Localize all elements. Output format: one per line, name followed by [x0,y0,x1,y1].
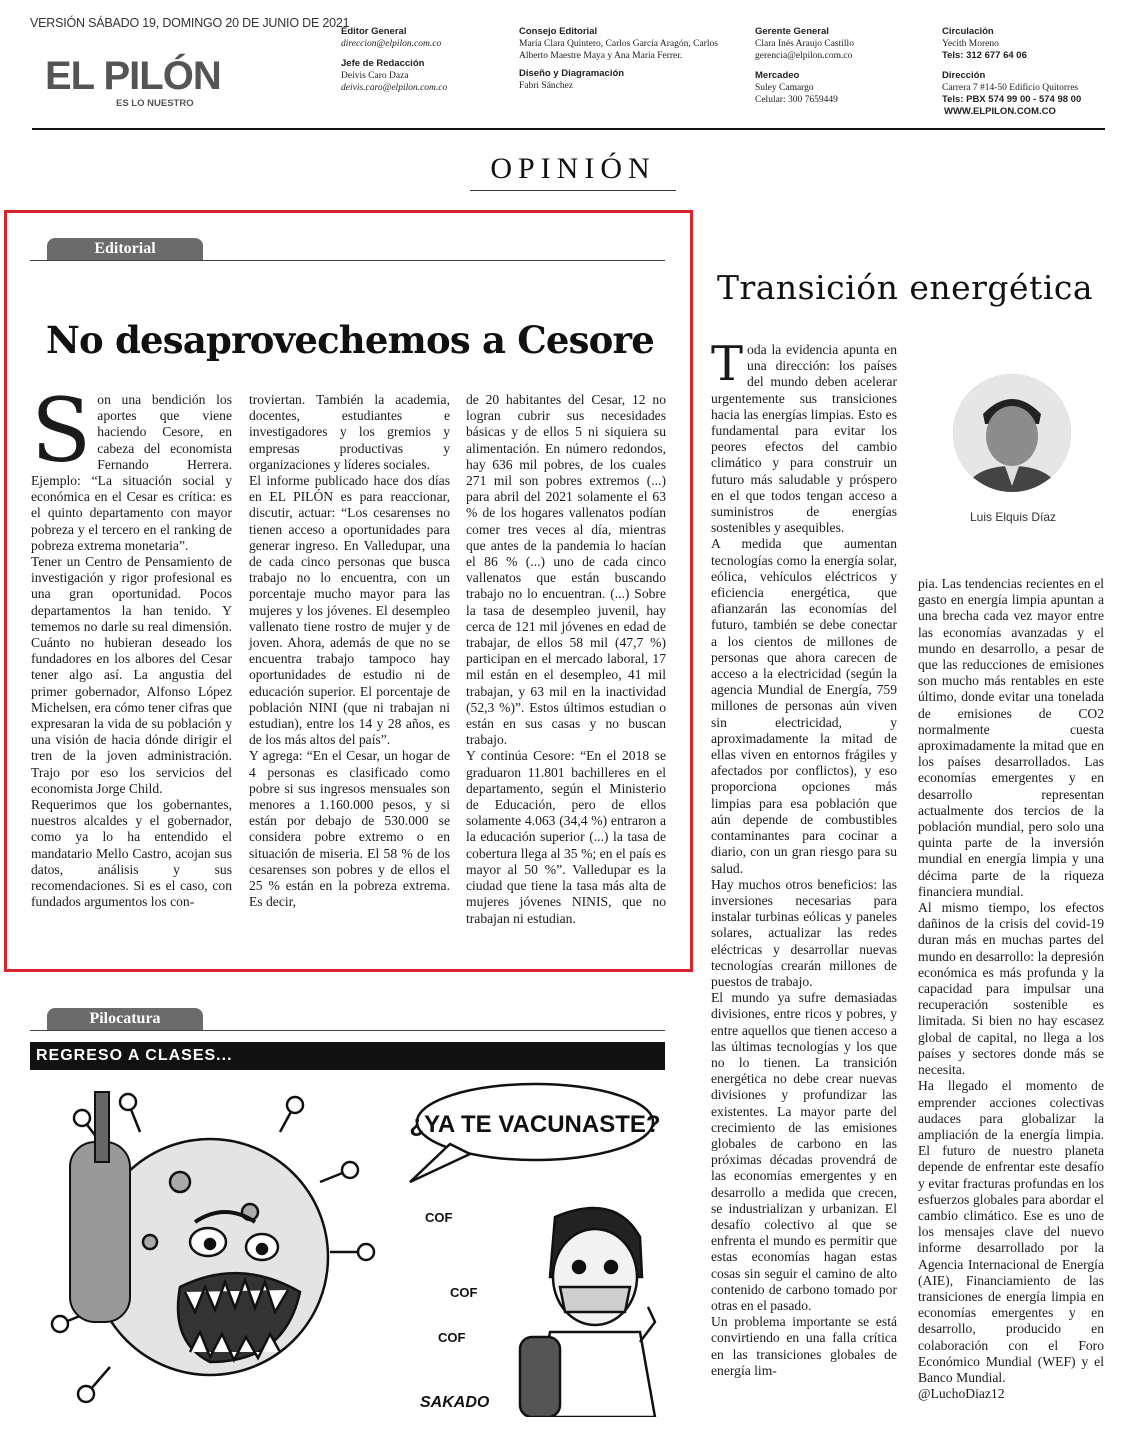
column-paragraph: Al mismo tiempo, los efectos dañinos de la crisis del covid-19 duran más en muchas partes del mundo en desarrollo: la depresión económica es más profunda y la capacidad para impulsar una recuperación sostenible es limitada. Si bien no hay escasez global de capital, no llega a los países y sectores donde más se necesita. [918,900,1104,1078]
circulacion-name: Yecith Moreno [942,39,999,49]
mercadeo-label: Mercadeo [755,70,800,81]
cartoon-speech-text: ¿YA TE VACUNASTE? [409,1111,661,1138]
column-drop-cap: T [711,336,744,392]
cough-text: COF [438,1330,466,1345]
masthead-gerencia [755,26,925,106]
editor-general-label: Editor General [341,26,407,37]
website-link[interactable]: WWW.ELPILON.COM.CO [944,106,1056,117]
diseno-label: Diseño y Diagramación [519,68,625,79]
column-text-1 [711,336,897,1379]
direccion-phone: Tels: PBX 574 99 00 - 574 98 00 [942,94,1082,105]
column-paragraph: El mundo ya sufre demasiadas divisiones, entre ricos y pobres, y entre aquellos que tienen acceso a las últimas tecnologías y los que no lo tienen. La transición energética no debe crear nuevas divisiones y profundizar las existentes. La mayor parte del crecimiento de las emisiones globales de carbono en las próximas décadas provendrá de las economías emergentes y en desarrollo a medida que crecen, se industrializan y urbanizan. El desafío colectivo al que se enfrenta el mundo es permitir que estas economías hagan estas cosas sin seguir el camino de alto contenido de carbono tomado por otras en el pasado. [711,990,897,1313]
editorial-paragraph: Y agrega: “En el Cesar, un hogar de 4 personas es clasificado como pobre si sus ingresos mensuales son menores a 1.160.000 pesos, y si están por debajo de 530.000 se considera pobre extremo o en situación de miseria. El 58 % de los cesarenses son pobres y de ellos el 25 % están en la pobreza extrema. Es decir, [249,748,450,910]
section-title: OPINIÓN [490,152,656,185]
editorial-paragraph: El informe publicado hace dos días en EL PILÓN es para reaccionar, discutir, actuar: “Los cesarenses no tienen acceso a oportunidades para generar ingreso. En Valledupar, una de cada cinco personas que busca trabajo no lo encuentra, con un porcentaje mucho mayor para las mujeres y los jóvenes. El desempleo vallenato tiene rostro de mujer y de joven. Ahora, además de que no se encuentra trabajo tampoco hay oportunidades de estudio ni de educación superior. El porcentaje de población NINI (que ni trabajan ni estudian), entre los 14 y 28 años, es de los más altos del país”. [249,473,450,748]
consejo-names: María Clara Quintero, Carlos García Aragón, Carlos Alberto Maestre Maya y Ana María Ferrer. [519,39,718,61]
editorial-column-1 [31,379,232,911]
direccion-address: Carrera 7 #14-50 Edificio Quitorres [942,83,1079,93]
editorial-tab-rule [30,260,665,261]
column-paragraph: Ha llegado el momento de emprender acciones colectivas audaces para globalizar la ampliación de la energía limpia. El futuro de nuestro planeta depende de enfrentar este desafío y evitar fracturas profundas en los esfuerzos globales para abordar el cambio climático. Ese es uno de los mensajes clave del nuevo informe desarrollado por la Agencia Internacional de Energía (AIE), Financiamiento de las transiciones de energía limpia en economías emergentes y en desarrollo, producido en colaboración con el Foro Económico Mundial (WEF) y el Banco Mundial. [918,1078,1104,1385]
column-paragraph: pia. Las tendencias recientes en el gasto en energía limpia apuntan a una brecha cada vez mayor entre las economías avanzadas y el mundo en desarrollo, a pesar de que las reducciones de emisiones son mucho más rentables en este último, donde evitar una tonelada de emisiones de CO2 normalmente cuesta aproximadamente la mitad que en los países desarrollados. Las economías emergentes y en desarrollo representan actualmente dos tercios de la población mundial, pero solo una quinta parte de la inversión mundial en energía limpia y una décima parte de la riqueza financiera mundial. [918,576,1104,899]
editorial-paragraph: Requerimos que los gobernantes, nuestros alcaldes y el gobernador, como ya lo ha entendido el mandatario Mello Castro, acojan sus datos, análisis y sus recomendaciones. Si es el caso, con fundados argumentos los con- [31,797,232,910]
editorial-paragraph: Y continúa Cesore: “En el 2018 se graduaron 11.801 bachilleres en el departamento, según el Ministerio de Educación, pero de ellos solamente 4.063 (34,4 %) entraron a la educación superior (...) la tasa de cobertura llega al 35 %; en el país es mayor al 50 %”. Valledupar es la ciudad que tiene la tasa más alta de mujeres jóvenes NINIS, que no trabajan ni estudian. [466,748,666,926]
editorial-column-2 [249,392,450,911]
editor-general-email: direccion@elpilon.com.co [341,39,442,49]
author-photo [953,374,1071,492]
dateline: VERSIÓN SÁBADO 19, DOMINGO 20 DE JUNIO DE 2021 [30,16,350,30]
editorial-paragraph: de 20 habitantes del Cesar, 12 no logran cubrir sus necesidades básicas y de ellos 5 ni siquiera su alimentación. En número redondos, hay 636 mil pobres, de los cuales 271 mil son pobres extremos (...) para abril del 2021 solamente el 63 % de los hogares vallenatos podían comer tres veces al día, mientras que antes de la pandemia lo hacían el 86 % (...) uno de cada cinco vallenatos que están buscando trabajo no lo encuentran. (...) Sobre la tasa de desempleo juvenil, hay cerca de 121 mil jóvenes en edad de trabajar, de ellos 58 mil (47,7 %) participan en el mercado laboral, 17 mil están en el desempleo, 41 mil trabajan, y 63 mil en la inactividad (52,3 %)”. Estos últimos estudian o están en sus casas y no buscan trabajo. [466,392,666,748]
newspaper-logo[interactable]: EL PILÓN [45,54,221,98]
mercadeo-phone: Celular: 300 7659449 [755,95,838,105]
cough-text: COF [425,1210,453,1225]
circulacion-phone: Tels: 312 677 64 06 [942,50,1027,61]
column-author-name: Luis Elquis Díaz [969,510,1057,524]
circulacion-label: Circulación [942,26,994,37]
column-paragraph: A medida que aumentan tecnologías como la energía solar, eólica, vehículos eléctricos y eficiencia energética, que afianzarán las economías del futuro, también se debe conectar a los cientos de millones de personas que ahora carecen de acceso a la electricidad (según la agencia Mundial de Energía, 759 millones de personas aún viven sin electricidad, y aproximadamente la mitad de ellas viven en entornos frágiles y afectados por conflictos), y eso proporciona opciones más limpias para esa población que aún depende de combustibles contaminantes para cocinar a diario, con un gran riesgo para su salud. [711,536,897,876]
editorial-drop-cap: S [31,379,92,482]
author-twitter-handle[interactable]: @LuchoDiaz12 [918,1386,1005,1402]
jefe-redaccion-name: Deivis Caro Daza [341,71,409,81]
section-title-underline [470,190,676,191]
cartoon-title-strip: REGRESO A CLASES... [30,1042,665,1070]
masthead-divider [32,128,1105,130]
editorial-paragraph: troviertan. También la academia, docentes, estudiantes e investigadores y los gremios y empresas productivas y organizaciones y líderes sociales. [249,392,450,472]
jefe-redaccion-email: deivis.caro@elpilon.com.co [341,83,448,93]
gerente-name: Clara Inés Araujo Castillo [755,39,854,49]
editorial-tab: Editorial [47,238,203,260]
column-text-2 [918,576,1104,1402]
masthead-editors [341,26,511,94]
column-paragraph: Hay muchos otros beneficios: las inversiones necesarias para instalar turbinas eólicas y paneles solares, actualizar las redes eléctricas y desarrollar nuevas tecnologías crearán millones de puestos de trabajo. [711,876,897,989]
gerente-label: Gerente General [755,26,829,37]
author-portrait-image [953,374,1071,492]
editorial-column-3 [466,392,666,927]
gerente-email: gerencia@elpilon.com.co [755,51,853,61]
diseno-name: Fabri Sánchez [519,81,574,91]
masthead-circulacion [942,26,1112,118]
cartoonist-signature: SAKADO [420,1394,490,1411]
consejo-label: Consejo Editorial [519,26,598,37]
newspaper-tagline: ES LO NUESTRO [116,98,194,109]
direccion-label: Dirección [942,70,986,81]
pilocatura-tab-rule [30,1030,665,1031]
column-title: Transición energética [716,268,1094,307]
column-paragraph: Un problema importante se está convirtiendo en una falla crítica en las transiciones globales de energía lim- [711,1314,897,1378]
cough-text: COF [450,1285,478,1300]
editorial-paragraph: Tener un Centro de Pensamiento de investigación y rigor profesional es una gran oportunidad. Pocos departamentos la han tenido. Y tememos no darle su real dimensión. Cuánto no hubieran deseado los fundadores en los albores del Cesar tener algo así. La angustia del primer gobernador, Alfonso López Michelsen, era cómo tener cifras que expresaran la vida de su población y una visión de hacia dónde dirigir el tren de la joven administración. Trajo por eso los servicios del economista Jorge Child. [31,554,232,796]
cartoon-illustration [30,1072,665,1417]
pilocatura-tab: Pilocatura [47,1008,203,1030]
editorial-paragraph: on una bendición los aportes que viene haciendo Cesore, en cabeza del economista Fernando Herrera. Ejemplo: “La situación social y económica en el Cesar es crítica: es el quinto departamento con mayor pobreza y el tercero en el ranking de pobreza extrema monetaria”. [31,392,232,553]
mercadeo-name: Suley Camargo [755,83,814,93]
column-paragraph: oda la evidencia apunta en una dirección: los países del mundo deben acelerar urgentemente sus transiciones hacia las energías limpias. Esto es fundamental para evitar los peores efectos del cambio climático y para construir un futuro más saludable y próspero en el que todos tengan acceso a suministros de energías sostenibles y asequibles. [711,342,897,536]
editorial-headline: No desaprovechemos a Cesore [46,318,654,362]
jefe-redaccion-label: Jefe de Redacción [341,58,425,69]
masthead-consejo [519,26,729,92]
